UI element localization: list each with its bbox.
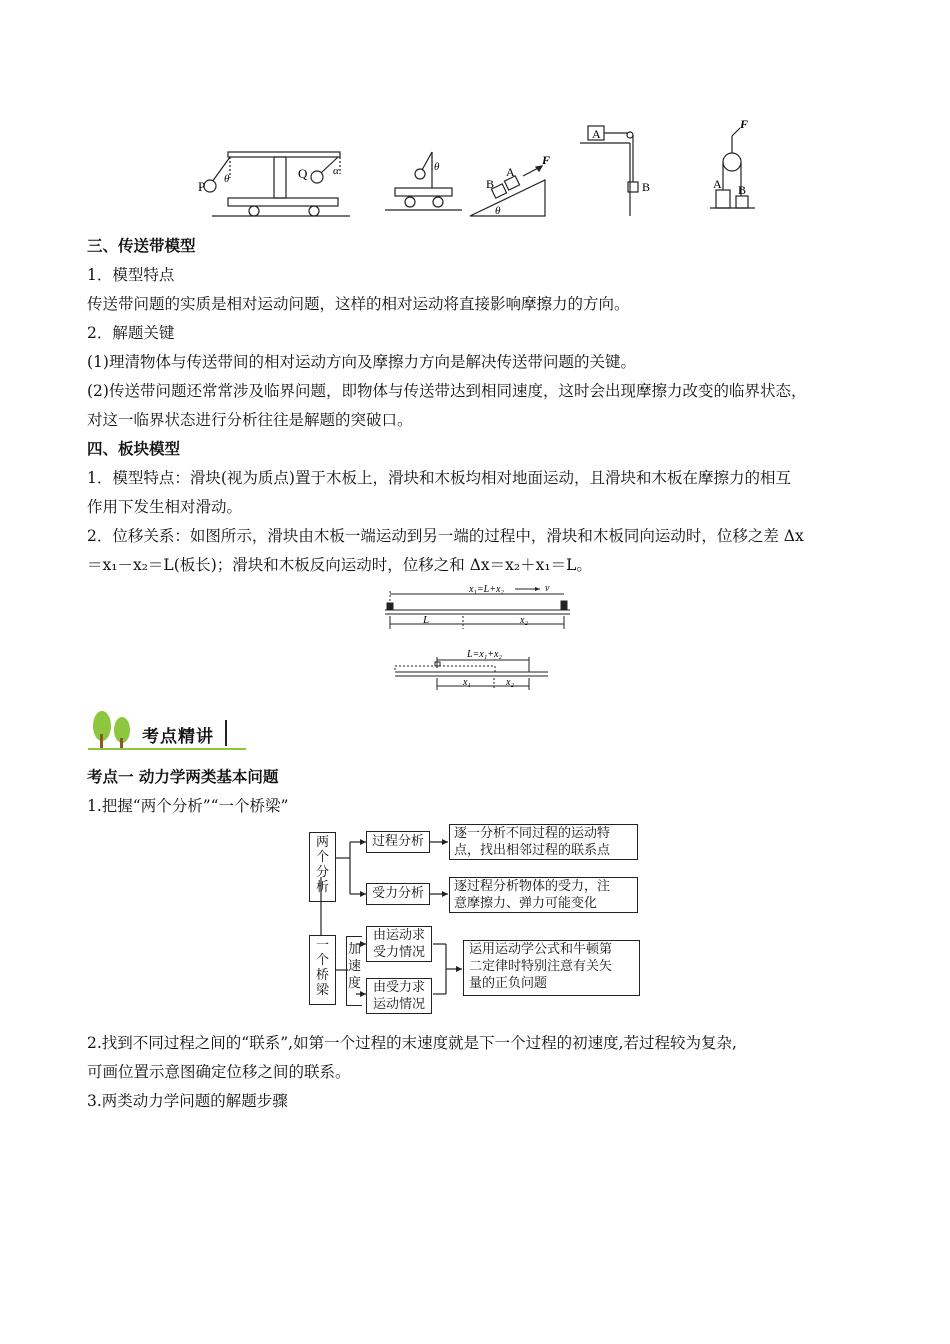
label-A-1: A bbox=[506, 165, 515, 179]
box-motion-to-force bbox=[366, 926, 432, 962]
banner-underline bbox=[88, 748, 246, 750]
label-theta-1: θ bbox=[224, 173, 230, 185]
desc-line: 意摩擦力、弹力可能变化 bbox=[454, 896, 598, 911]
sec3-p2-item2b: 对这一临界状态进行分析往往是解题的突破口。 bbox=[87, 411, 413, 429]
kd1-item2b: 可画位置示意图确定位移之间的联系。 bbox=[87, 1063, 351, 1081]
kd1-item1: 1.把握“两个分析”“一个桥梁” bbox=[87, 797, 289, 815]
sec3-p1-text: 传送带问题的实质是相对运动问题，这样的相对运动将直接影响摩擦力的方向。 bbox=[87, 295, 630, 313]
board2-x1-label: x₁ bbox=[463, 677, 471, 688]
board2-x2-label: x₂ bbox=[506, 677, 514, 688]
small-cart-figure bbox=[385, 152, 462, 210]
sec3-p2-title: 2．解题关键 bbox=[87, 324, 175, 342]
cart-frame-figure bbox=[212, 152, 350, 216]
box-apply-laws bbox=[463, 940, 640, 996]
box-one-bridge bbox=[309, 935, 336, 1005]
banner-title: 考点精讲 bbox=[142, 727, 214, 747]
label-Q: Q bbox=[298, 166, 308, 181]
desc-line: 二定律时特别注意有关矢 bbox=[469, 959, 613, 974]
sec4-heading: 四、板块模型 bbox=[87, 440, 181, 458]
table-pulley-figure bbox=[580, 126, 638, 216]
desc-line: 逐过程分析物体的受力，注 bbox=[454, 879, 611, 894]
desc-line: 量的正负问题 bbox=[469, 976, 548, 991]
board1-x2-label: x₂ bbox=[520, 615, 528, 626]
desc-line: 由运动求 bbox=[372, 928, 425, 943]
label-B-2: B bbox=[642, 180, 651, 194]
kd1-heading: 考点一 动力学两类基本问题 bbox=[87, 768, 279, 786]
desc-line: 受力情况 bbox=[372, 945, 425, 960]
sec4-p2a: 2．位移关系：如图所示，滑块由木板一端运动到另一端的过程中，滑块和木板同向运动时，位移之差 Δx bbox=[87, 527, 804, 545]
board1-L-label: L bbox=[423, 614, 430, 626]
box-acceleration bbox=[346, 936, 362, 1006]
char: 两 bbox=[315, 835, 329, 850]
char: 梁 bbox=[315, 983, 329, 998]
kd1-item3: 3.两类动力学问题的解题步骤 bbox=[87, 1092, 288, 1110]
char: 分 bbox=[315, 865, 329, 880]
desc-line: 运动情况 bbox=[372, 997, 425, 1012]
board1-v-label: v bbox=[545, 583, 550, 594]
sec3-p2-item1: (1)理清物体与传送带间的相对运动方向及摩擦力方向是解决传送带问题的关键。 bbox=[87, 353, 636, 371]
board1-top-label: x₁=L+x₂ bbox=[469, 584, 504, 595]
sec3-p1-title: 1．模型特点 bbox=[87, 266, 175, 284]
label-F-2: F bbox=[740, 117, 749, 131]
label-alpha: α bbox=[333, 165, 339, 177]
label-B-1: B bbox=[486, 177, 495, 191]
char: 个 bbox=[315, 850, 329, 865]
box-force-desc bbox=[449, 877, 638, 913]
section-banner bbox=[88, 708, 248, 752]
desc-line: 由受力求 bbox=[372, 980, 425, 995]
label-F-1: F bbox=[542, 153, 551, 167]
char: 一 bbox=[315, 938, 329, 953]
char: 个 bbox=[315, 953, 329, 968]
sec3-heading: 三、传送带模型 bbox=[87, 237, 196, 255]
board-figure-opposite-direction bbox=[393, 648, 553, 694]
label-theta-3: θ bbox=[495, 205, 501, 217]
sec4-p1a: 1．模型特点：滑块(视为质点)置于木板上，滑块和木板均相对地面运动，且滑块和木板在摩擦力的相互 bbox=[87, 469, 791, 487]
tree-icon bbox=[88, 708, 138, 752]
sec4-p1b: 作用下发生相对滑动。 bbox=[87, 498, 243, 516]
label-B-3: B bbox=[738, 183, 747, 197]
box-process-desc bbox=[449, 824, 638, 860]
box-process-analysis: 过程分析 bbox=[366, 831, 430, 853]
char: 析 bbox=[315, 880, 329, 895]
pulley-blocks-figure bbox=[710, 128, 755, 208]
box-force-analysis: 受力分析 bbox=[366, 883, 430, 905]
board2-top-label: L=x₁+x₂ bbox=[467, 649, 502, 660]
desc-line: 逐一分析不同过程的运动特 bbox=[454, 826, 611, 841]
label-P: P bbox=[198, 179, 206, 194]
label-A-3: A bbox=[713, 177, 722, 191]
desc-line: 点，找出相邻过程的联系点 bbox=[454, 843, 611, 858]
box-force-to-motion bbox=[366, 978, 432, 1014]
label-theta-2: θ bbox=[434, 161, 440, 173]
desc-line: 运用运动学公式和牛顿第 bbox=[469, 942, 613, 957]
label-A-2: A bbox=[592, 127, 601, 141]
board-figure-same-direction bbox=[375, 583, 580, 635]
top-figures bbox=[190, 112, 770, 222]
char: 桥 bbox=[315, 968, 329, 983]
char: 加 bbox=[347, 942, 361, 957]
banner-bar bbox=[225, 720, 227, 746]
kd1-item2a: 2.找到不同过程之间的“联系”,如第一个过程的末速度就是下一个过程的初速度,若过程较为复杂, bbox=[87, 1034, 737, 1052]
sec3-p2-item2a: (2)传送带问题还常常涉及临界问题，即物体与传送带达到相同速度，这时会出现摩擦力改变的临界状态， bbox=[87, 382, 807, 400]
char: 速 bbox=[347, 959, 361, 974]
sec4-p2b: ＝x₁－x₂＝L(板长)；滑块和木板反向运动时，位移之和 Δx＝x₂＋x₁＝L。 bbox=[87, 556, 592, 574]
box-two-analyses bbox=[309, 832, 336, 902]
char: 度 bbox=[347, 976, 361, 991]
flowchart bbox=[308, 822, 640, 1022]
